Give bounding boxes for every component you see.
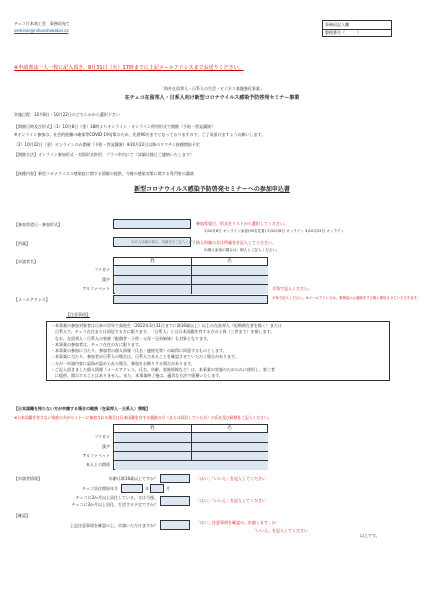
email-hint: 半角で記入ください。※メールアドレスは、事務局から連絡をする際に使用させていただきます。 [272, 296, 421, 300]
relative-info-notice: ※日本国籍を有さない家族の方がセミナーに参加される場合は日本国籍を有する親族の方（または同居していた方）の氏名及び続柄をご記入ください。 [14, 415, 272, 420]
note-item: なお、在留邦人・日系人の家族（配偶者・子供・父母・兄弟姉妹）も対象となります。 [51, 335, 211, 341]
confirmation-question: 上記注意事項を確認の上、申請いただけますか？ [70, 523, 158, 528]
title-subtitle: 「海外在留邦人・日系人の生活・ビジネス基盤強化事業」 [160, 86, 264, 91]
applicant-given-alpha-input[interactable] [192, 285, 268, 294]
residence-month-unit: 月 [166, 486, 170, 491]
affiliation-note: 2)個人参加の場合は、個人とご記入ください。 [204, 248, 280, 252]
applicant-name-label: 【申請者名】 [14, 259, 38, 264]
residence-year-input[interactable] [121, 484, 143, 493]
affiliation-label: 【所属】 [14, 241, 30, 246]
relative-kanji-label: 漢字 [102, 444, 110, 449]
relative-surname-kanji-input[interactable] [115, 443, 191, 451]
relative-name-table [113, 424, 268, 470]
stay-answer-input[interactable] [160, 496, 190, 506]
schedule-line-6: 【接種内容】新型コロナウイルス感染症に関する情報の提供、今後の感染対策に関する専門家の講演 [14, 171, 194, 176]
age-answer-hint: 「はい」「いいえ」を記入してください [196, 476, 266, 481]
residence-month-input[interactable] [150, 484, 164, 493]
stay-question-line-2: チェコに3か月以上居住、生活する予定ですか？ [71, 502, 158, 507]
note-item: ・本事業の参加対象者は日本の学年で高校生（2022年3月31日までに満16歳以上）以上の在留邦人（短期滞在者を除く）または [51, 323, 282, 328]
org-email-link[interactable]: seminar@nihonshokokai.cz [14, 28, 69, 33]
stay-answer-hint: 「はい」「いいえ」を記入してください [196, 498, 266, 503]
confirmation-hint-2: 「いいえ」を記入してください [252, 528, 308, 533]
applicant-surname-header: 姓 [150, 258, 155, 264]
relative-surname-furigana-input[interactable] [115, 433, 191, 442]
notes-label: 【注意事項】 [66, 312, 90, 317]
deadline-notice: ※申請書は一人一枚に記入頂き、8月31日（火）17時までに上記メールアドレスまでお送りください。 [14, 65, 244, 71]
participation-date-hint: 参加希望日、形式をリストから選択してください。 [196, 221, 288, 226]
applicant-kanji-label: 漢字 [102, 277, 110, 282]
residence-start-label: チェコ居住開始年月 [82, 486, 118, 491]
affiliation-input[interactable] [113, 237, 203, 247]
age-answer-input[interactable] [160, 474, 190, 483]
applicant-furigana-label: フリガナ [94, 267, 110, 272]
applicant-info-label: 【申請者情報】 [14, 476, 42, 481]
confirmation-answer-input[interactable] [160, 520, 190, 530]
relative-given-header: 名 [227, 425, 232, 431]
residence-year-unit: 年 [145, 486, 149, 491]
confirmation-label: 【確認】 [14, 513, 30, 518]
schedule-line-2: 【開催日時及び形式】（1）10月8日（金）18時よりオンライン・オンライン併用形式で開催（予防・啓発講演） [14, 124, 216, 129]
relative-relationship-input[interactable] [115, 461, 268, 471]
closing-text: 以上です。 [360, 533, 380, 538]
applicant-alpha-label: アルファベット [82, 286, 110, 291]
notes-list [51, 323, 282, 380]
schedule-line-3: ※オンライン参加は、社会的距離の確保等COVID-19対策のため、先着90名までとなっておりますので、ご了承頂けますようお願いします。 [14, 132, 266, 137]
participation-date-select[interactable] [113, 219, 191, 229]
affiliation-placeholder: 1)法人所属の場合、所属先をご記入ください。 [131, 240, 203, 244]
applicant-given-kanji-input[interactable] [192, 276, 268, 284]
affiliation-hint: 法人所属の方は所属先を記入してください。 [196, 240, 276, 245]
stay-question-line-1: チェコに3か月以上居住している、又は今後、 [75, 495, 158, 500]
confirmation-hint-1: 「はい」注意事項を確認の、申請します」か [196, 520, 276, 525]
note-item: に提供、開示することはありません。また、本事業終了後は、適切な方法で廃棄いたします。 [51, 373, 223, 379]
title-main: 在チェコ在留邦人・日系人向け新型コロナウイルス感染予防啓発セミナー事業 [124, 95, 300, 101]
relative-given-furigana-input[interactable] [192, 433, 268, 442]
applicant-surname-kanji-input[interactable] [115, 276, 191, 284]
form-title: 新型コロナウイルス感染予防啓発セミナーへの参加申込書 [134, 186, 290, 193]
note-item: 日系人で、チェコ在住または同居する方に限ります。「日系人」とは日本国籍を有する方の子孫（三世まで）を指します。 [51, 329, 275, 335]
relative-surname-header: 姓 [150, 425, 155, 431]
note-item: ・万が一申請内容に虚偽が認められた場合、参加をお断りする場合があります。 [51, 360, 195, 366]
schedule-line-5: 【開催方法】オンライン参加形式・対面形式併用：プラハ市内にて（詳細は後日ご連絡いたします） [14, 152, 194, 157]
applicant-given-furigana-input[interactable] [192, 266, 268, 275]
email-label: 【メールアドレス】 [14, 297, 50, 302]
participation-date-label: 【参加希望日・参加形式】 [14, 222, 62, 227]
relative-furigana-label: フリガナ [94, 434, 110, 439]
applicant-given-header: 名 [227, 258, 232, 264]
relative-relationship-label: 本人との関係 [86, 462, 110, 467]
ticket-number-label: 整理番号（ ） [325, 30, 361, 35]
schedule-line-1: 実施日程：10月8日・10月22日のどちらかから選択下さい [14, 112, 120, 117]
note-item: ・ご記入頂きました個人情報（メールアドレス、氏名、年齢、家族情報など）は、本事業の実施のためのみに使用し、第三者 [51, 367, 275, 373]
notes-box [46, 321, 390, 381]
participation-date-options: 1)10月8日 オンライン参加(90名先着) 2)10月8日 オンライン 3)10月22日 オンライン [204, 229, 345, 233]
email-input[interactable] [113, 295, 268, 304]
note-item: ・本事業に当たり、参加者が日系人の場合は、日系人であることを確認させていただく場合があります。 [51, 354, 239, 360]
schedule-line-4: （2）10月22日（金）オンラインのみ開催（予防・啓発講演）※10月22日以降のワクチン接種開始予定 [14, 142, 200, 147]
age-question: 年齢は満16歳以上ですか？ [108, 476, 158, 481]
relative-given-kanji-input[interactable] [192, 443, 268, 451]
relative-surname-alpha-input[interactable] [115, 452, 191, 460]
relative-info-label: 【日本国籍を持たない方が申請する場合の親族（在留邦人・日系人）情報】 [14, 406, 150, 411]
office-use-label: 事務局記入欄 [325, 22, 349, 27]
org-name: チェコ日本商工会 事務局宛て [14, 21, 70, 26]
applicant-alpha-hint: 半角で記入ください。 [272, 286, 312, 291]
applicant-name-table [113, 257, 268, 294]
applicant-surname-furigana-input[interactable] [115, 266, 191, 275]
note-item: ・本事業の参加者は、チェコ在住の方に限ります。 [51, 341, 143, 347]
note-item: ・本事業の参加に当たり、参加者の個人情報（氏名・連絡先等）の取得に同意するものとします。 [51, 348, 227, 354]
applicant-surname-alpha-input[interactable] [115, 285, 191, 294]
office-use-box [322, 20, 392, 37]
relative-given-alpha-input[interactable] [192, 452, 268, 460]
relative-alpha-label: アルファベット [82, 453, 110, 458]
